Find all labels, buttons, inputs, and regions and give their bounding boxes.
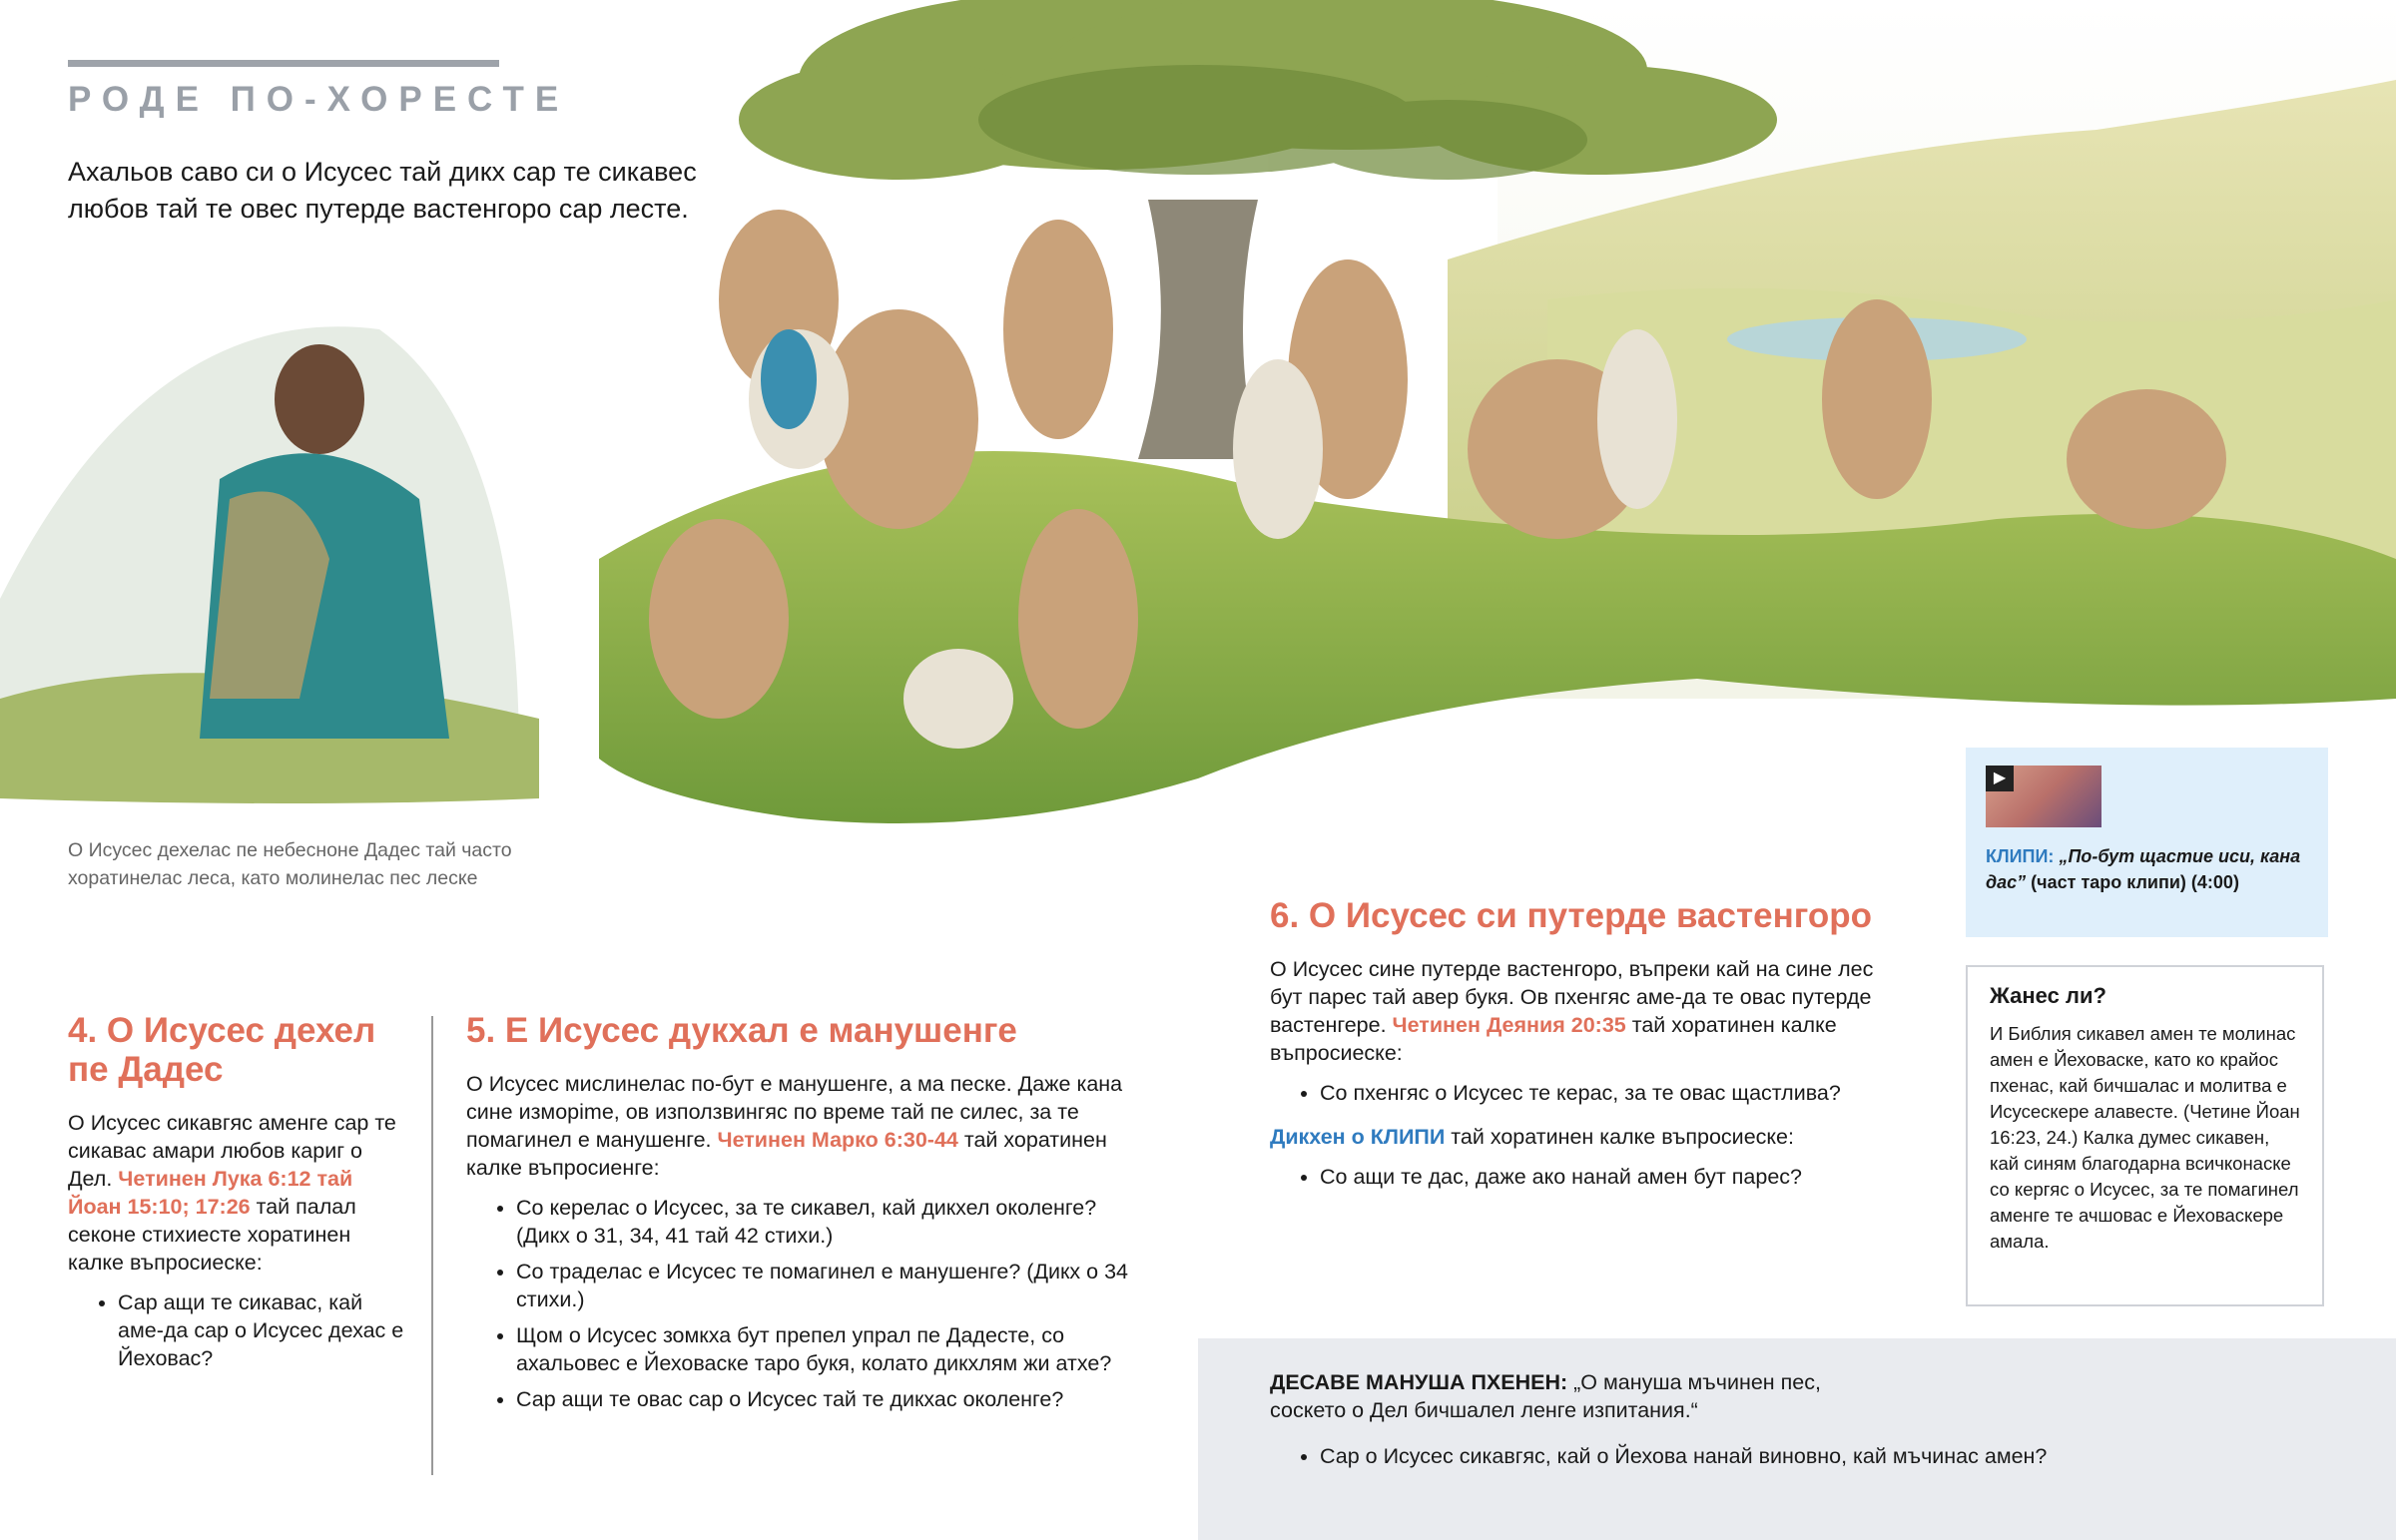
misconception-text bbox=[1270, 1368, 1889, 1424]
question-item: • Щом о Исусес зомкха бут препел упрал пе Дадесте, со ахальовес е Йеховаске таро букя, колато дикхлям жи атхе? bbox=[516, 1321, 1145, 1377]
question-list bbox=[68, 1288, 407, 1372]
misconception-quote: „О мануша мъчинен пес, соскето о Дел бичшалел ленге изпитания.“ bbox=[1270, 1370, 1821, 1422]
question-item: • Сар ащи те овас сар о Исусес тай те дикхас околенге? bbox=[516, 1385, 1145, 1413]
scripture-reference[interactable]: Четинен Марко 6:30-44 bbox=[717, 1128, 958, 1152]
scripture-reference[interactable]: Четинен Деяния 20:35 bbox=[1392, 1013, 1626, 1037]
body-text: тай хоратинен калке въпросиеске: bbox=[1445, 1125, 1794, 1149]
section-4-title: 4. О Исусес дехел пе Дадес bbox=[68, 1011, 376, 1089]
video-title: „По-бут щастие иси, кана дас” bbox=[1986, 846, 2301, 892]
body-text: тай палал секоне стихиесте хоратинен калке въпросиеске: bbox=[68, 1195, 356, 1275]
question-item: • Сар о Исусес сикавгяс, кай о Йехова нанай виновно, кай мъчинас амен? bbox=[1320, 1442, 2318, 1470]
question-item: • Со траделас е Исусес те помагинел е манушенге? (Дикх о 34 стихи.) bbox=[516, 1258, 1145, 1313]
section-4 bbox=[68, 1011, 407, 1380]
question-list bbox=[1270, 1163, 1909, 1191]
question-item: • Со ащи те дас, даже ако нанай амен бут парес? bbox=[1320, 1163, 1909, 1191]
illustration-caption: О Исусес дехелас пе небесноне Дадес тай часто хоратинелас леса, като молинелас пес леске bbox=[68, 839, 512, 889]
question-item: • Сар ащи те сикавас, кай аме-да сар о Исусес дехас е Йеховас? bbox=[118, 1288, 407, 1372]
section-5-body bbox=[466, 1070, 1145, 1182]
video-details: (част таро клипи) (4:00) bbox=[2026, 872, 2239, 892]
body-text: О Исусес сикавгяс аменге сар те сикавас амари любов кариг о Дел. bbox=[68, 1111, 396, 1191]
question-item: • Со керелас о Исусес, за те сикавел, кай дикхел околенге? (Дикх о 31, 34, 41 тай 42 стихи.) bbox=[516, 1194, 1145, 1250]
video-label: КЛИПИ: bbox=[1986, 846, 2055, 866]
section-kicker: РОДЕ ПО-ХОРЕСТЕ bbox=[68, 80, 570, 119]
body-text: тай хоратинен калке въпросиенге: bbox=[466, 1128, 1107, 1180]
section-6 bbox=[1270, 896, 1909, 1199]
did-you-know-title: Жанес ли? bbox=[1990, 983, 2106, 1008]
play-icon[interactable]: ▶ bbox=[1986, 766, 2014, 791]
section-5 bbox=[466, 1011, 1145, 1421]
body-text: тай хоратинен калке въпросиеске: bbox=[1270, 1013, 1837, 1065]
misconception-box bbox=[1198, 1338, 2396, 1540]
misconception-label: ДЕСАВЕ МАНУША ПХЕНЕН: bbox=[1270, 1370, 1568, 1394]
video-link[interactable]: Дикхен о КЛИПИ bbox=[1270, 1125, 1446, 1149]
video-prompt bbox=[1270, 1123, 1909, 1151]
section-4-body bbox=[68, 1109, 407, 1277]
video-thumbnail[interactable] bbox=[1986, 766, 2101, 827]
section-6-title: 6. О Исусес си путерде вастенгоро bbox=[1270, 896, 1872, 935]
video-box[interactable] bbox=[1966, 748, 2328, 937]
body-text: О Исусес сине путерде вастенгоро, въпреки кай на сине лес бут парес тай авер букя. Ов пхенгяс аме-да те овас путерде вастенгере. bbox=[1270, 957, 1874, 1037]
did-you-know-box bbox=[1966, 965, 2324, 1306]
body-text: О Исусес мислинелас по-бут е манушенге, а ма песке. Даже кана сине изморime, ов използвингяс по време тай пе силес, за те помагинел е манушенге. bbox=[466, 1072, 1123, 1152]
intro-text: Ахальов саво си о Исусес тай дикх сар те сикавес любов тай те овес путерде вастенгоро сар лесте. bbox=[68, 157, 697, 224]
header-rule bbox=[68, 60, 499, 67]
did-you-know-text: И Библия сикавел амен те молинас амен е Йеховаске, като ко крайос пхенас, кай бичшалас и молитва е Исусескере алавесте. (Четине Йоан 16:23, 24.) Калка думес сикавен, кай синям благодарна всичконаске со кергяс о Исусес, за те помагинел аменге те ачшовас е Йеховаскере амала. bbox=[1990, 1023, 2300, 1252]
question-item: • Со пхенгяс о Исусес те керас, за те овас щастлива? bbox=[1320, 1079, 1909, 1107]
column-divider bbox=[431, 1016, 433, 1475]
section-5-title: 5. Е Исусес дукхал е манушенге bbox=[466, 1011, 1017, 1050]
question-list bbox=[1270, 1079, 1909, 1107]
question-list bbox=[466, 1194, 1145, 1413]
section-6-body bbox=[1270, 955, 1909, 1067]
video-caption bbox=[1986, 843, 2315, 895]
scripture-reference[interactable]: Четинен Лука 6:12 тай Йоан 15:10; 17:26 bbox=[68, 1167, 353, 1219]
question-list bbox=[1270, 1442, 2318, 1478]
